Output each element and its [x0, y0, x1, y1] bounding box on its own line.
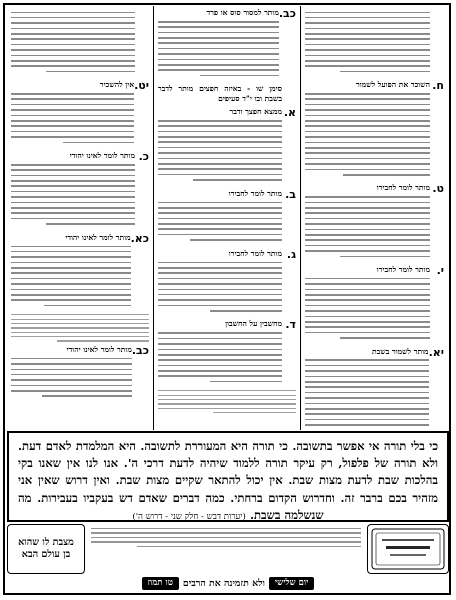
rule-heading: מותר לומר לאינו יהודי [66, 344, 132, 354]
rule-number: י. [436, 263, 444, 277]
rule-paragraph [305, 183, 444, 261]
footer-notice [91, 525, 361, 573]
rule-paragraph [158, 84, 296, 103]
rule-paragraph [11, 151, 149, 229]
rule-number: יט. [134, 79, 149, 93]
banner-title: ולא תזמינה את הרבים [182, 578, 265, 589]
text-lines [91, 528, 361, 547]
rule-heading: מותר לומר לחבירו [376, 264, 430, 274]
text-lines [158, 332, 282, 382]
text-lines [158, 21, 279, 77]
rule-heading: מותר לומר לחבירו [228, 188, 282, 198]
rule-paragraph [11, 8, 149, 76]
rule-paragraph [158, 319, 296, 386]
text-lines [305, 93, 430, 175]
rule-body [158, 249, 282, 316]
rule-heading: מותר לשמור בשבת [372, 346, 429, 356]
rule-heading: מחשבין על החשבון [225, 319, 282, 329]
footer-motto-text: מצבת לו שהוא בן עולם הבא [18, 537, 74, 560]
rule-heading: סימן שו - באיזה חפצים מותר לדבר בשבת ובו י"ד סעיפים [158, 84, 282, 103]
rule-paragraph [158, 107, 296, 185]
text-lines [11, 358, 132, 397]
footer-strip [7, 524, 449, 592]
rule-paragraph [11, 233, 149, 311]
rule-heading: אין להשכיר [99, 80, 135, 90]
text-lines [11, 164, 135, 225]
text-lines [11, 93, 134, 143]
rule-body [158, 319, 282, 386]
column-middle [154, 6, 301, 430]
text-lines [305, 12, 430, 73]
rule-body [158, 107, 282, 185]
rule-number: ב. [285, 187, 296, 201]
rule-body [11, 80, 134, 147]
text-lines [158, 120, 282, 181]
text-lines [11, 12, 135, 73]
rule-number: ד. [285, 318, 296, 332]
rule-body [158, 8, 279, 80]
rule-paragraph [158, 249, 296, 316]
text-lines [305, 278, 430, 339]
rule-number: כב. [278, 7, 296, 20]
highlight-quote-box [7, 431, 449, 522]
banner-date: טו תמוז [142, 577, 179, 590]
rule-heading: מותר לומר לחבירו [228, 248, 282, 258]
rule-body [305, 8, 430, 76]
rule-paragraph [305, 347, 444, 430]
text-lines [158, 202, 282, 241]
rule-body [11, 345, 132, 401]
banner-day: יום שלישי [269, 577, 315, 590]
rule-heading: ממצא חפצך ודבר [229, 107, 282, 117]
rule-paragraph [158, 189, 296, 245]
text-lines [158, 390, 296, 413]
rule-body [158, 189, 282, 245]
rule-number: כב. [131, 343, 149, 357]
publisher-logo [367, 524, 449, 574]
rule-number [282, 84, 296, 103]
publisher-seal-icon [370, 527, 446, 571]
rule-paragraph [305, 8, 444, 76]
footnote-block [11, 314, 149, 341]
rule-number: א. [283, 106, 296, 120]
text-lines [11, 246, 131, 307]
footnote-block [158, 390, 296, 413]
column-left [7, 6, 154, 430]
text-lines [11, 314, 149, 341]
rule-heading: מותר לומר לאינו יהודי [69, 151, 135, 160]
rule-paragraph [305, 80, 444, 179]
rule-body [11, 151, 135, 229]
footer-motto [7, 524, 85, 574]
rule-heading: מותר לומר לאינו יהודי [65, 232, 131, 242]
rule-number: יא. [428, 345, 444, 359]
rule-number: כא. [130, 231, 149, 245]
rule-number [135, 8, 149, 76]
rule-paragraph [11, 345, 149, 401]
footer-banner [7, 576, 449, 591]
quote-source: (יערות דבש - חלק שני - דרוש ה') [132, 511, 246, 522]
column-right [301, 6, 448, 430]
rule-body [305, 183, 430, 261]
rule-paragraph [305, 265, 444, 343]
rule-paragraph [158, 8, 296, 80]
rule-body [305, 347, 429, 430]
rule-number: ט. [432, 182, 444, 196]
rule-body [305, 80, 430, 179]
rule-number: כ. [138, 150, 149, 163]
rule-body [305, 265, 430, 343]
text-lines [305, 196, 430, 257]
rule-number: ג. [286, 247, 296, 261]
rule-paragraph [11, 80, 149, 147]
rule-body [11, 233, 131, 311]
rule-number: ח. [432, 79, 444, 93]
rule-heading: מותר לומר לחבירו [376, 183, 430, 193]
quote-text: כי בלי תורה אי אפשר בתשובה. כי תורה היא המעוררת לתשובה. היא המלמדת לאדם דעת. ולא תורה של פלפול, רק עיקר תורה ללמוד שיהיה לדעת דרכי ה'. אנו לנו אין שאנו בקי בהלכות שבת לדעת מצות שבת. אין יכול להתאר שקיים מצות שבת. ואין דרוש שאין אני מזהיר בכם ברבר זה. וחדרוש הקדום ברחתי. כמה דברים שאדם דש בעקביו בעבירות. מה שנשלמה בשבת. [18, 439, 438, 522]
text-lines [305, 359, 429, 430]
text-lines [158, 262, 282, 312]
rule-body [158, 84, 282, 103]
rule-heading: מותר למסור סוס או פרד [206, 8, 279, 17]
rule-heading: השוכר את הפועל לשמור [356, 80, 430, 90]
rule-body [11, 8, 135, 76]
text-columns [6, 6, 448, 430]
rule-number [430, 8, 444, 76]
